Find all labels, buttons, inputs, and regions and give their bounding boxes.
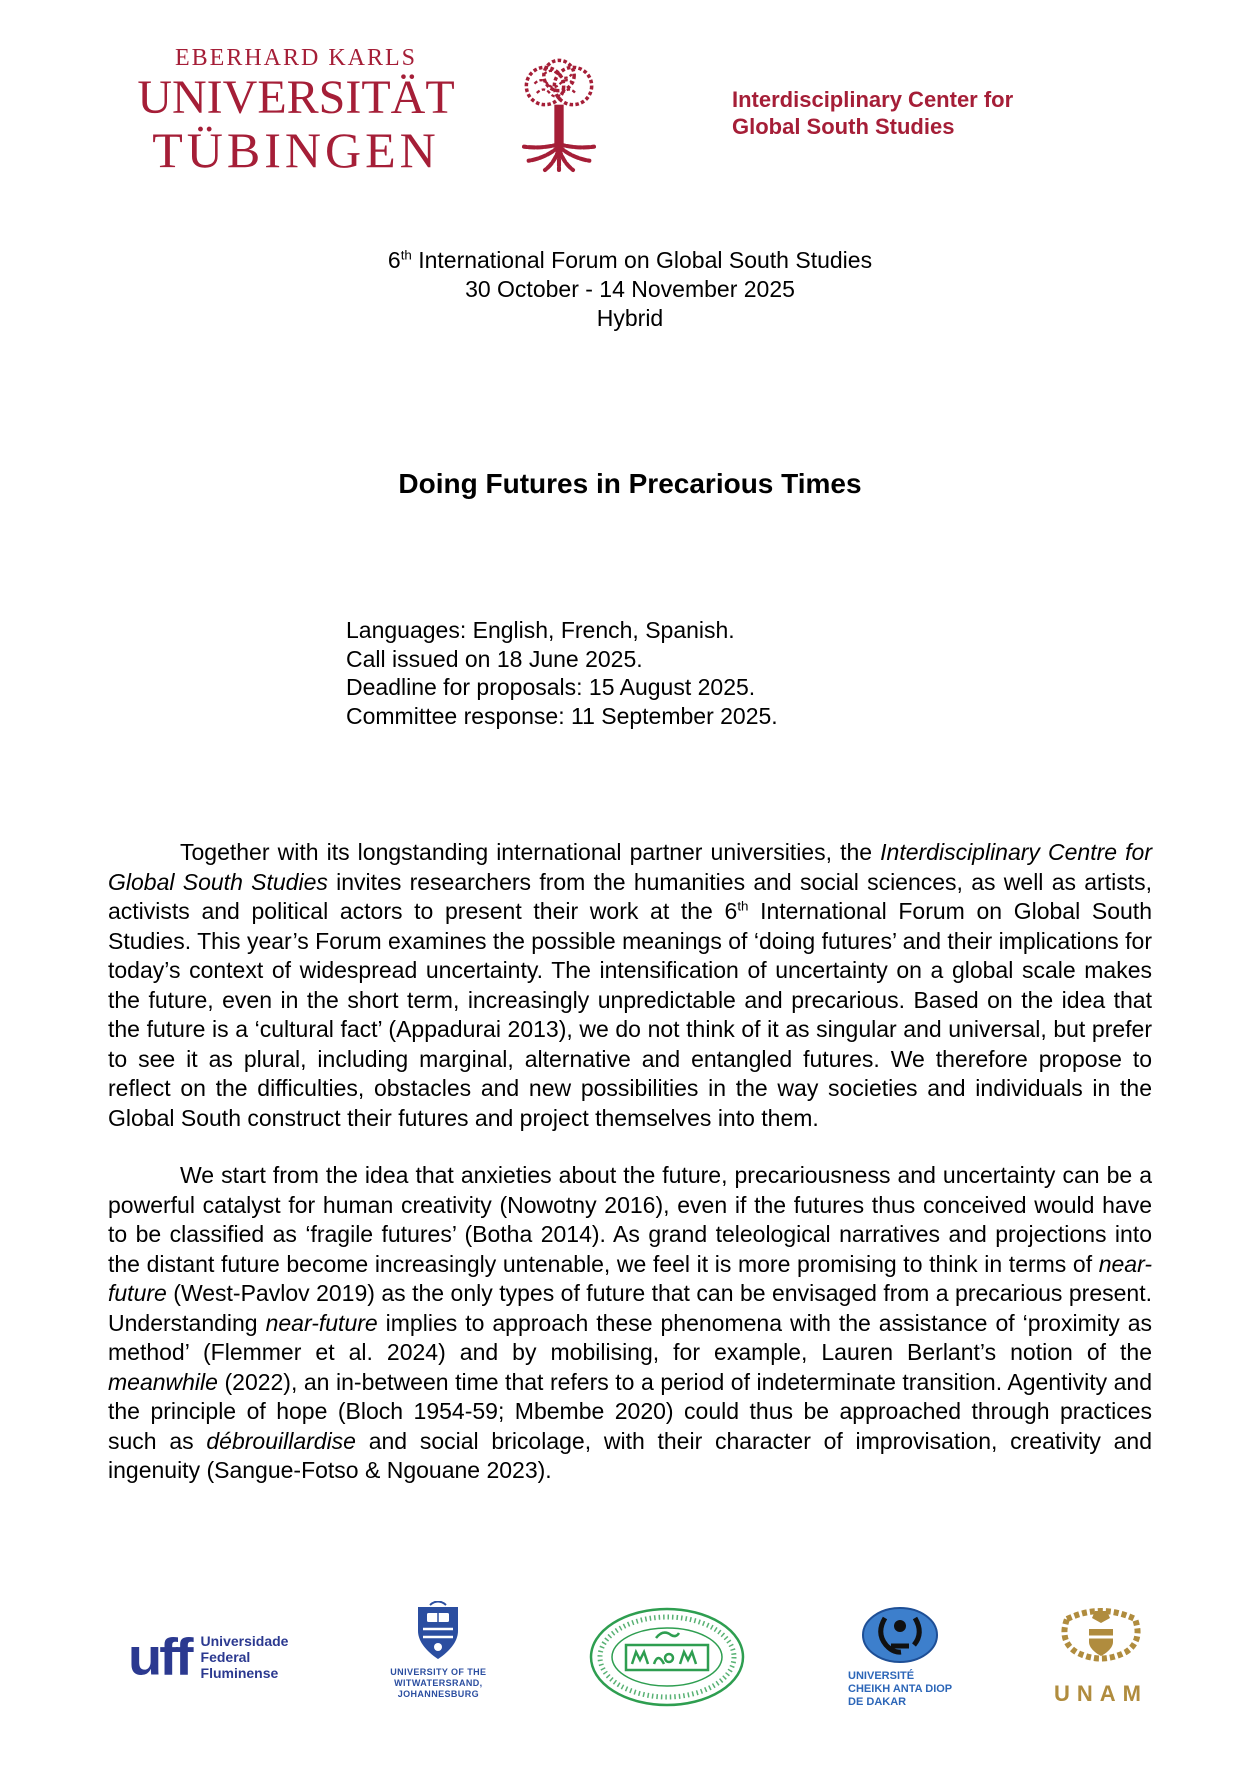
green-seal-icon <box>588 1606 746 1708</box>
paragraph-2: We start from the idea that anxieties about the future, precariousness and uncertainty can be a powerful catalyst for human creativity (Nowotny 2016), even if the futures thus conceived would have to be classified as ‘fragile futures’ (Botha 2014). As grand teleological narratives and projections into the distant future become increasingly untenable, we feel it is more promising to think in terms of near-future (West-Pavlov 2019) as the only types of future that can be envisaged from a precarious present. Understanding near-future implies to approach these phenomena with the assistance of ‘proximity as method’ (Flemmer et al. 2024) and by mobilising, for example, Lauren Berlant’s notion of the meanwhile (2022), an in-between time that refers to a period of indeterminate transition. Agentivity and the principle of hope (Bloch 1954-59; Mbembe 2020) could thus be approached through practices such as débrouillardise and social bricolage, with their character of improvisation, creativity and ingenuity (Sangue-Fotso & Ngouane 2023). <box>108 1162 1153 1483</box>
ucad-label <box>848 1670 952 1709</box>
body <box>108 838 1152 1514</box>
paragraph-1: Together with its longstanding international partner universities, the Interdisciplinary Centre for Global South Studies invites researchers from the humanities and social sciences, as well as artists, activists and political actors to present their work at the 6th International Forum on Global South Studies. This year’s Forum examines the possible meanings of ‘doing futures’ and their implications for today’s context of widespread uncertainty. The intensification of uncertainty on a global scale makes the future, even in the short term, increasingly unpredictable and precarious. Based on the idea that the future is a ‘cultural fact’ (Appadurai 2013), we do not think of it as singular and universal, but prefer to see it as plural, including marginal, alternative and entangled futures. We therefore propose to reflect on the difficulties, obstacles and new possibilities in the way societies and individuals in the Global South construct their futures and project themselves into them. <box>108 839 1152 1131</box>
partner-logos <box>128 1582 1148 1732</box>
wits-label-line3: JOHANNESBURG <box>397 1688 479 1699</box>
tuebingen-tree-icon <box>518 58 600 184</box>
wits-label-line2: WITWATERSRAND, <box>394 1677 483 1688</box>
green-university-seal-logo <box>588 1606 746 1708</box>
wordmark-line-eberhard-karls: EBERHARD KARLS <box>174 45 418 71</box>
uff-mark: uff <box>128 1627 191 1686</box>
document-title: Doing Futures in Precarious Times <box>398 468 862 499</box>
wits-crest-icon <box>414 1601 462 1663</box>
wits-label-line1: UNIVERSITY OF THE <box>390 1666 487 1677</box>
uff-label-line3: Fluminense <box>200 1665 279 1681</box>
ucad-logo <box>848 1606 952 1709</box>
ucad-label-line2: CHEIKH ANTA DIOP <box>848 1682 953 1695</box>
event-dates: 30 October - 14 November 2025 <box>465 276 795 302</box>
center-name-line2: Global South Studies <box>732 114 955 139</box>
uff-logo <box>128 1627 289 1686</box>
uff-label <box>201 1633 289 1681</box>
wits-label <box>390 1667 486 1700</box>
wordmark-line-tuebingen: TÜBINGEN <box>152 122 440 178</box>
detail-call-issued: Call issued on 18 June 2025. <box>346 645 643 672</box>
detail-deadline: Deadline for proposals: 15 August 2025. <box>346 674 756 700</box>
unam-logo <box>1054 1607 1148 1707</box>
ucad-emblem-icon <box>861 1606 939 1664</box>
event-mode: Hybrid <box>596 305 664 331</box>
center-name-line1: Interdisciplinary Center for <box>732 87 1014 112</box>
wits-logo <box>390 1601 486 1700</box>
ucad-label-line1: UNIVERSITÉ <box>848 1669 915 1682</box>
event-heading <box>0 246 1260 333</box>
unam-crest-icon <box>1055 1607 1147 1679</box>
detail-languages: Languages: English, French, Spanish. <box>346 617 735 643</box>
ucad-label-line3: DE DAKAR <box>848 1695 907 1708</box>
uff-label-line1: Universidade <box>200 1633 289 1649</box>
wordmark-line-universitaet: UNIVERSITÄT <box>137 71 455 124</box>
unam-label: UNAM <box>1053 1681 1148 1706</box>
call-details <box>346 616 778 730</box>
university-tuebingen-wordmark <box>112 45 480 178</box>
detail-committee-response: Committee response: 11 September 2025. <box>346 702 778 729</box>
uff-label-line2: Federal <box>200 1649 251 1665</box>
center-name <box>732 86 1013 140</box>
event-title: 6th International Forum on Global South Studies <box>387 247 873 273</box>
